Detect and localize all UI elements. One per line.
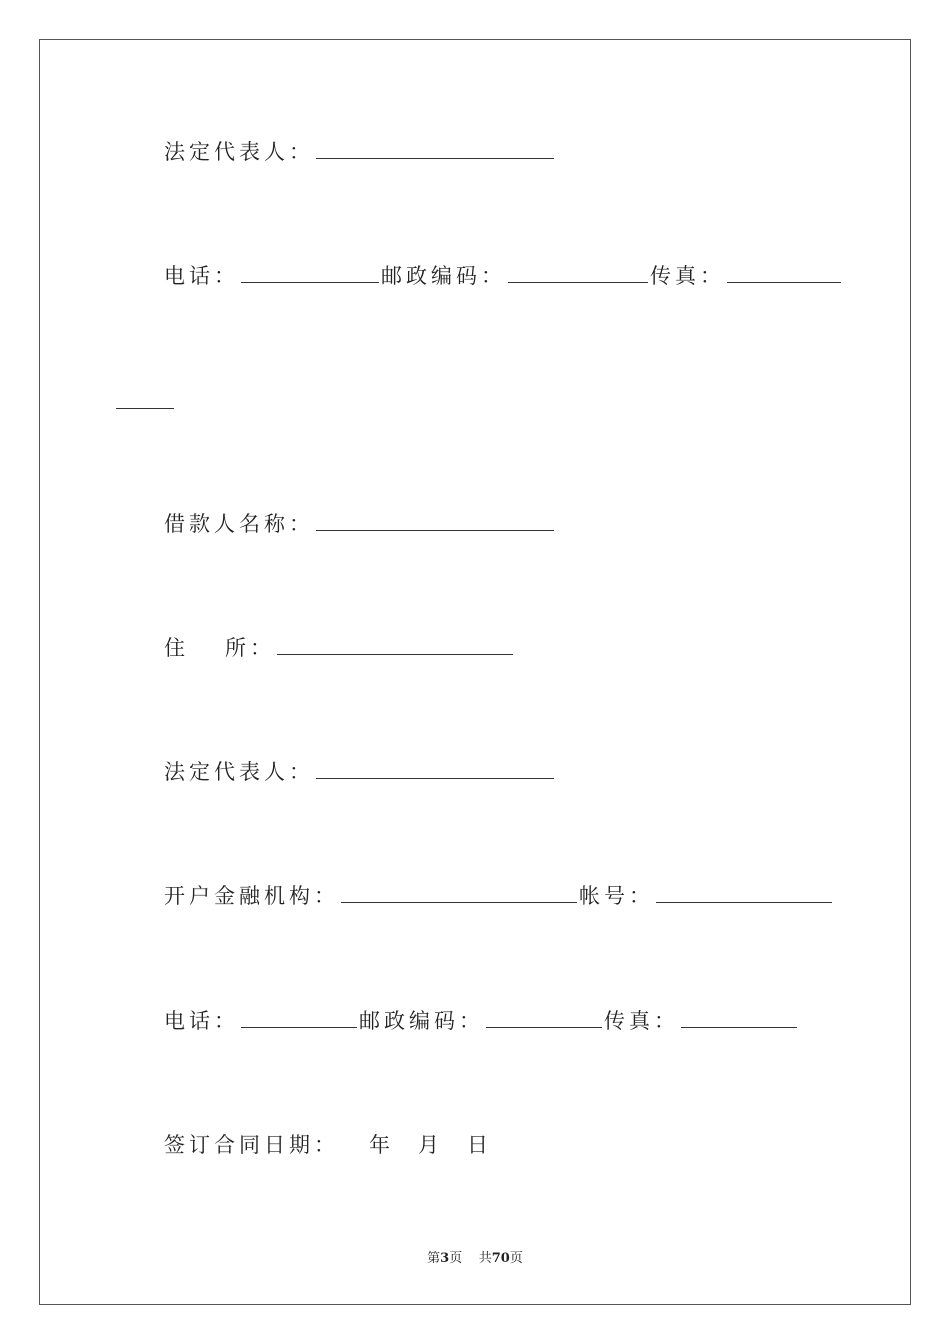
contact-line-2 bbox=[164, 1007, 799, 1035]
month-label: 月 bbox=[418, 1133, 443, 1157]
borrower-name-blank[interactable] bbox=[316, 510, 554, 531]
legal-rep-line-2 bbox=[164, 758, 556, 786]
phone-blank[interactable] bbox=[241, 262, 379, 283]
fax-label: 传真： bbox=[650, 264, 725, 288]
legal-rep-line-1 bbox=[164, 138, 556, 166]
address-label-2: 所： bbox=[225, 636, 275, 660]
bank-label: 开户金融机构： bbox=[164, 884, 339, 908]
day-label: 日 bbox=[467, 1133, 492, 1157]
address-label-1: 住 bbox=[164, 636, 189, 660]
legal-rep-label-2: 法定代表人： bbox=[164, 760, 314, 784]
page-suffix: 页 bbox=[449, 1251, 463, 1266]
fax-blank[interactable] bbox=[727, 262, 841, 283]
sign-date-label: 签订合同日期： bbox=[164, 1133, 339, 1157]
bank-blank[interactable] bbox=[341, 882, 577, 903]
account-blank[interactable] bbox=[656, 882, 832, 903]
page-prefix: 第 bbox=[427, 1251, 441, 1266]
legal-rep-blank[interactable] bbox=[316, 138, 554, 159]
total-pages: 70 bbox=[491, 1251, 510, 1266]
postcode-label: 邮政编码： bbox=[381, 264, 506, 288]
legal-rep-blank-2[interactable] bbox=[316, 758, 554, 779]
address-line bbox=[164, 634, 515, 662]
account-label: 帐号： bbox=[579, 884, 654, 908]
contact-line-1 bbox=[164, 262, 843, 290]
total-suffix: 页 bbox=[509, 1251, 523, 1266]
borrower-name-label: 借款人名称： bbox=[164, 512, 314, 536]
phone-label: 电话： bbox=[164, 264, 239, 288]
postcode-blank[interactable] bbox=[508, 262, 648, 283]
legal-rep-label: 法定代表人： bbox=[164, 140, 314, 164]
borrower-name-line bbox=[164, 510, 556, 538]
postcode-blank-2[interactable] bbox=[486, 1007, 602, 1028]
phone-blank-2[interactable] bbox=[241, 1007, 357, 1028]
fax-blank-2[interactable] bbox=[681, 1007, 797, 1028]
postcode-label-2: 邮政编码： bbox=[359, 1009, 484, 1033]
page-border bbox=[39, 39, 911, 1305]
fax-label-2: 传真： bbox=[604, 1009, 679, 1033]
fax-blank-continuation[interactable] bbox=[116, 388, 174, 409]
year-label: 年 bbox=[369, 1133, 394, 1157]
page-number: 3 bbox=[440, 1251, 450, 1266]
page-footer bbox=[0, 1247, 950, 1266]
sign-date-line bbox=[164, 1131, 492, 1159]
bank-line bbox=[164, 882, 834, 910]
total-prefix: 共 bbox=[478, 1251, 492, 1266]
phone-label-2: 电话： bbox=[164, 1009, 239, 1033]
address-blank[interactable] bbox=[277, 634, 513, 655]
